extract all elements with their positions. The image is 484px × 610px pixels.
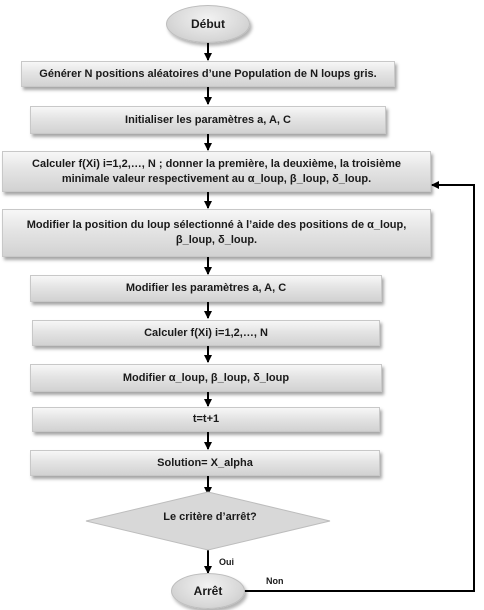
start-node: Début: [166, 5, 250, 43]
step-compute-fitness: Calculer f(Xi) i=1,2,…, N: [32, 320, 380, 346]
end-node: Arrêt: [171, 573, 245, 609]
step-solution: Solution= X_alpha: [30, 450, 380, 476]
step-init-parameters: Initialiser les paramètres a, A, C: [30, 106, 386, 134]
yes-label: Oui: [219, 557, 234, 567]
step-compute-fitness-rank: Calculer f(Xi) i=1,2,…, N ; donner la première, la deuxième, la troisième minimale valeur respectivement au α_loup, β_loup, δ_loup.: [2, 151, 431, 192]
step-update-positions: Modifier la position du loup sélectionné à l’aide des positions de α_loup, β_loup, δ_loup.: [2, 209, 431, 257]
step-update-leaders: Modifier α_loup, β_loup, δ_loup: [30, 364, 382, 392]
no-label: Non: [266, 576, 284, 586]
step-increment-t: t=t+1: [32, 407, 380, 432]
step-generate-population: Générer N positions aléatoires d’une Population de N loups gris.: [21, 61, 395, 87]
step-update-parameters: Modifier les paramètres a, A, C: [30, 275, 382, 302]
decision-label: Le critère d’arrêt?: [163, 511, 257, 523]
